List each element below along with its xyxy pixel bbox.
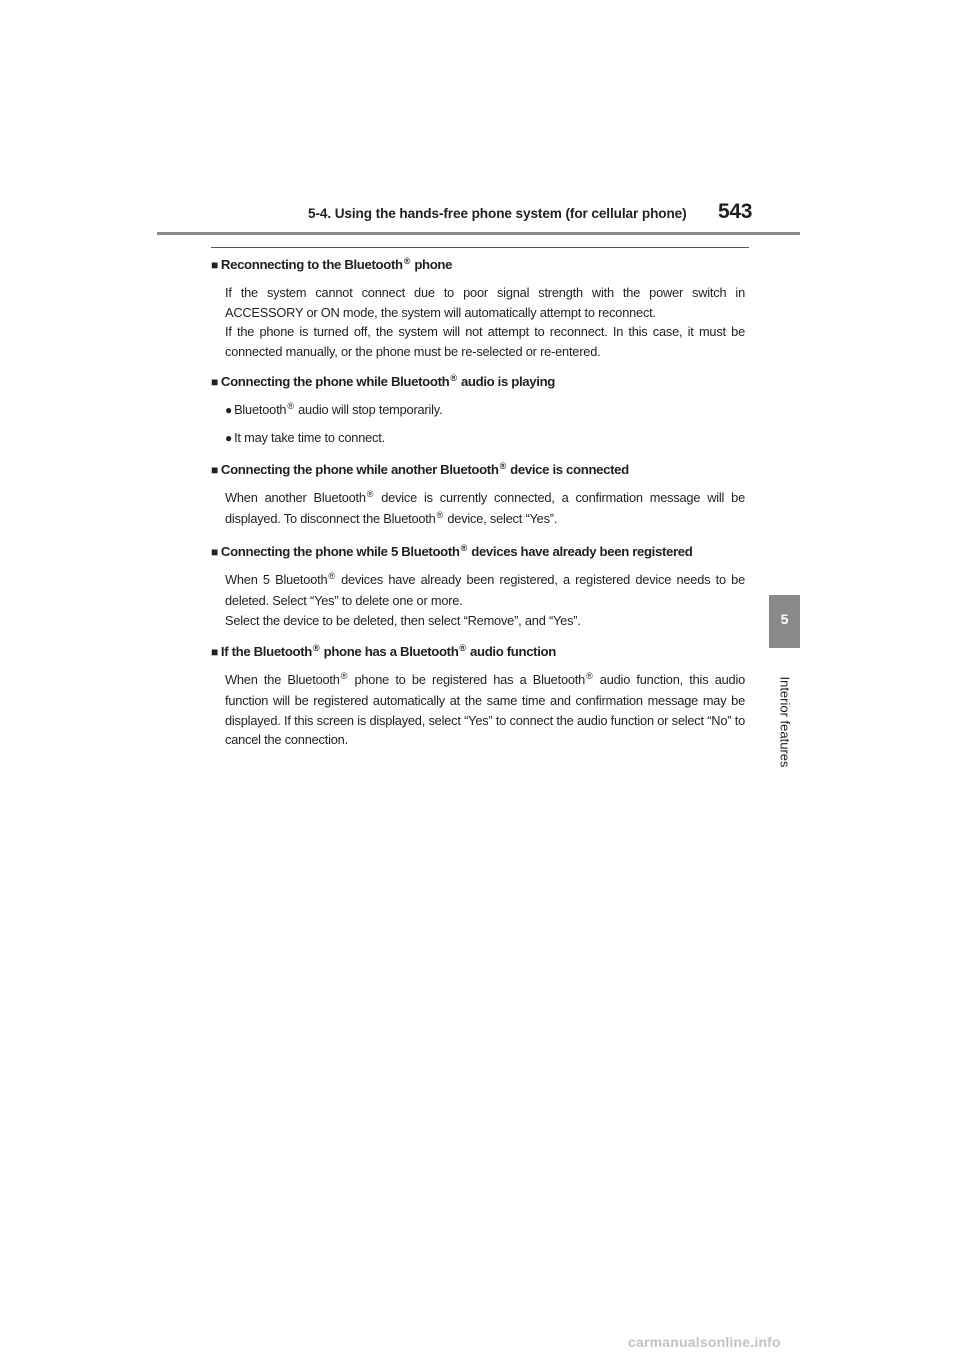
paragraph: Select the device to be deleted, then select “Remove”, and “Yes”. [225,612,581,628]
registered-mark: ® [586,670,593,681]
section-heading: ■ Connecting the phone while Bluetooth® audio is playing [211,373,555,390]
square-bullet-icon: ■ [211,258,218,272]
section-audio-function [211,642,745,750]
registered-mark: ® [313,642,320,653]
registered-mark: ® [287,401,294,412]
circle-bullet-icon: ● [225,403,233,418]
registered-mark: ® [450,373,457,384]
list-item: ● It may take time to connect. [225,429,385,445]
watermark-text: carmanualsonline.info [628,1334,781,1350]
registered-mark: ® [460,542,467,553]
paragraph: When the Bluetooth® phone to be registered has a Bluetooth® audio function, this audio function will be registered automatically at the same time and confirmation message may be displayed. If this screen is displayed, select “Yes” to connect the audio function or select “No” to cancel the connection. [225,670,746,748]
square-bullet-icon: ■ [211,544,218,559]
registered-mark: ® [436,510,444,521]
main-content [211,255,745,761]
section-heading: ■ If the Bluetooth® phone has a Bluetooth® audio function [211,642,556,659]
registered-mark: ® [459,642,466,653]
square-bullet-icon: ■ [211,375,218,390]
chapter-tab[interactable] [769,595,800,648]
paragraph: When another Bluetooth® device is currently connected, a confirmation message will be displayed. To disconnect the Bluetooth® device, select “Yes”. [225,488,745,527]
section-another-device [211,460,745,531]
page-number: 543 [718,200,753,223]
registered-mark: ® [499,460,506,471]
registered-mark: ® [340,670,348,681]
content-top-rule [211,247,749,248]
registered-mark: ® [328,570,335,581]
square-bullet-icon: ■ [211,462,218,477]
list-item: ● Bluetooth® audio will stop temporarily. [225,401,443,418]
section-heading: ■ Connecting the phone while 5 Bluetooth® devices have already been registered [211,542,693,559]
paragraph: If the phone is turned off, the system will not attempt to reconnect. In this case, it must be connected manually, or the phone must be re-selected or re-entered. [225,324,745,359]
section-audio-playing [211,372,745,448]
paragraph: If the system cannot connect due to poor signal strength with the power switch in ACCESSORY or ON mode, the system will automatically attempt to reconnect. [225,285,745,320]
circle-bullet-icon: ● [225,430,233,445]
section-heading: ■ Connecting the phone while another Bluetooth® device is connected [211,460,629,477]
section-reconnecting [211,255,745,361]
paragraph: When 5 Bluetooth® devices have already been registered, a registered device needs to be deleted. Select “Yes” to delete one or more. [225,570,745,609]
header-rule [157,232,800,235]
chapter-label: Interior features [777,676,793,768]
registered-mark: ® [366,488,374,499]
section-heading: ■ Reconnecting to the Bluetooth® phone [211,256,453,272]
registered-mark: ® [403,256,410,266]
square-bullet-icon: ■ [211,644,218,659]
section-five-devices [211,542,745,631]
section-title: 5-4. Using the hands-free phone system (for cellular phone) [308,206,687,221]
chapter-number: 5 [780,611,789,627]
